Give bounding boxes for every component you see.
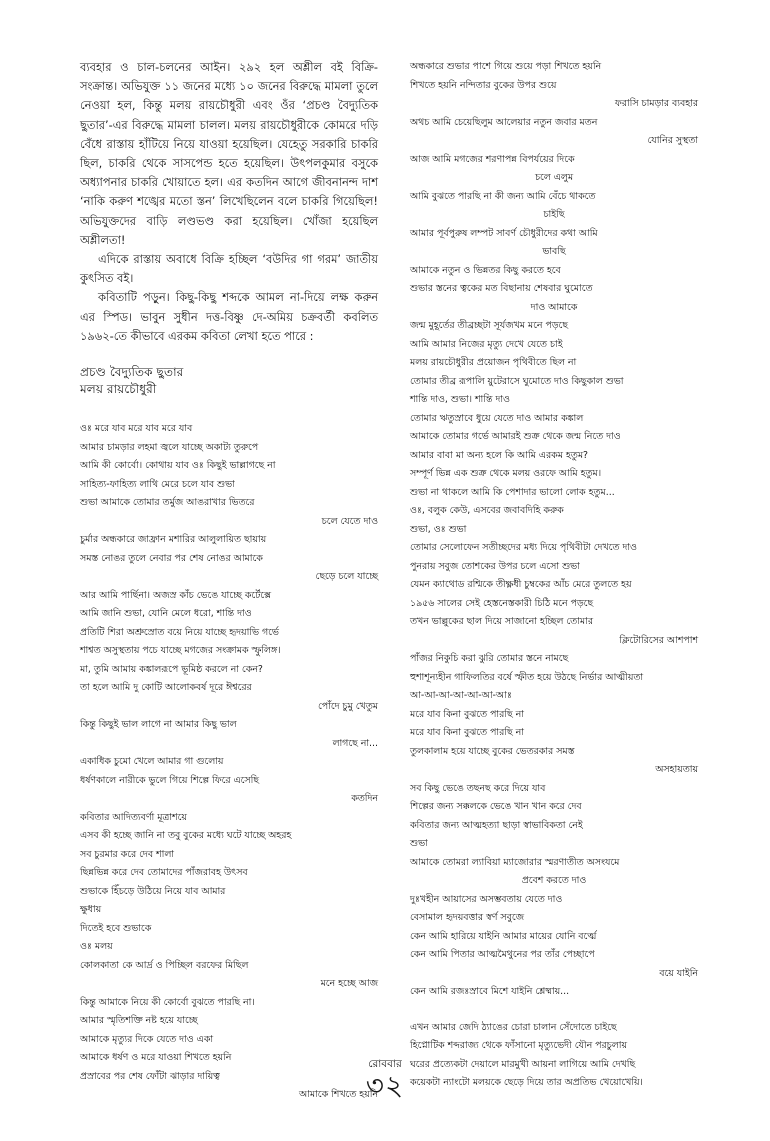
poem-line: দিতেই হবে শুভাকে <box>80 922 152 934</box>
poem-line: চুর্মার অন্ধকারে জাফ্রান মশারির আলুলায়িত ছায়ায় <box>80 534 267 546</box>
poem-line: তোমার সেলোফেন সতীচ্ছদের মধ্য দিয়ে পৃথিবীটা দেখতে দাও <box>410 542 637 553</box>
magazine-name: রোববার <box>368 1058 402 1070</box>
poem-line: তখন ভাল্লুকের ছাল দিয়ে সাজানো হচ্ছিল তোমার <box>410 616 594 627</box>
poem-line: চলে যেতে দাও <box>321 515 378 527</box>
page-footer <box>0 1057 770 1101</box>
poem-line: কেন আমি হারিয়ে যাইনি আমার মায়ের যোনি বর্ত্মে <box>410 930 597 942</box>
poem-line: পাঁজর নিকুচি করা ঝুরি তোমার স্তনে নামছে <box>410 653 569 664</box>
poem-line: এখন আমার জেদি ঠ্যাঙের চোরা চালান সেঁদোতে চাইছে <box>410 1021 617 1033</box>
poem-line: পুনরায় সবুজ তোশকের উপর চলে এসো শুভা <box>410 560 580 572</box>
poem-line: অথচ আমি চেয়েছিলুম আলেয়ার নতুন জবার মতন <box>410 116 598 128</box>
poem-line: তা হলে আমি দু কোটি আলোকবর্ষ দূরে ঈশ্বরের <box>80 682 252 694</box>
poem-line: ক্ষুধায় <box>80 904 102 916</box>
poem-line: আমাকে মৃত্যুর দিকে যেতে দাও একা <box>80 1033 214 1045</box>
poem-line: দুঃখহীন আয়াসের অসম্ভবতায় যেতে দাও <box>410 893 563 905</box>
poem-line: এসব কী হচ্ছে জানি না তবু বুকের মধ্যে ঘটে যাচ্ছে অহরহ <box>80 830 292 842</box>
poem-line: সাহিত্য-ফাহিত্য লাথি মেরে চলে যাব শুভা <box>80 478 235 490</box>
poem-line: কেন আমি রজঃস্রাবে মিশে যাইনি শ্লেষ্মায়... <box>410 986 570 997</box>
poem-line: চাইছি <box>543 209 565 220</box>
poem-line: কবিতার জন্য আত্মহত্যা ছাড়া স্বাভাবিকতা নেই <box>410 819 583 831</box>
poem-line: শাশ্বত অসুস্থতায় পচে যাচ্ছে মগজের সংক্রামক স্ফুলিঙ্গ। <box>80 645 281 657</box>
poem-line: কোলকাতা কে আর্দ্র ও পিচ্ছিল বরফের মিছিল <box>80 959 249 971</box>
poem-line: শুভা না থাকলে আমি কি পেশাদার ভালো লোক হতুম... <box>410 486 615 498</box>
poem-line: প্রবেশ করতে দাও <box>521 875 587 886</box>
poem-line: দাও আমাকে <box>530 301 578 313</box>
poem-line: প্রস্রাবের পর শেষ ফোঁটা ঝাড়ার দায়িত্ব <box>80 1070 220 1082</box>
poem-line: আর আমি পার্ছিনা। অজস্র কাঁচ ভেঙে যাচ্ছে কর্টেক্সে <box>80 589 271 601</box>
poem-line: আমাকে শিখতে হয়নি <box>298 1089 378 1101</box>
poem-line: আমাকে তোমার গর্ভে আমারই শুক্র থেকে জন্ম নিতে দাও <box>410 431 621 442</box>
poem-line: শুভা <box>410 838 428 849</box>
poem-title: প্রচণ্ড বৈদ্যুতিক ছুতার <box>80 365 184 380</box>
poem-line: শুভা আমাকে তোমার তর্মুজ আঙরাখার ভিতরে <box>80 497 255 509</box>
poem-line: আমাকে তোমরা ল্যাবিয়া ম্যাজোরার স্মরণাতীত অসংযমে <box>410 856 620 868</box>
poem-line: আমাকে নতুন ও ভিন্নতর কিছু করতে হবে <box>410 264 561 276</box>
poem-line: শান্তি দাও, শুভা। শান্তি দাও <box>410 394 510 405</box>
poem-line: শুভা, ওঃ শুভা <box>410 523 467 535</box>
poem-line: সব কিছু ভেঙে তছনছ করে দিয়ে যাব <box>410 782 546 794</box>
essay-paragraph: এদিকে রাস্তায় অবাধে বিক্রি হচ্ছিল ‘বউদির গা গরম’ জাতীয় কুৎসিত বই। <box>80 252 378 286</box>
poem-line: লাগছে না... <box>332 737 378 749</box>
poem-line: হুশাশূন্যহীন গাফিলতির বর্ষে স্ফীত হয়ে উঠছে নির্ভার আত্মীয়তা <box>410 671 644 683</box>
poem-line: চলে এলুম <box>534 172 574 183</box>
poem-line: আমি জানি শুভা, যোনি মেলে ধরো, শান্তি দাও <box>80 608 252 620</box>
essay-paragraph: ব্যবহার ও চাল-চলনের আইন। ২৯২ হল অশ্লীল বই বিক্রি- সংক্রান্ত। অভিযুক্ত ১১ জনের মধ্যে ১০ জনের বিরুদ্ধে মামলা তুলে নেওয়া হল, কিন্তু মলয় রায়চৌধুরী এবং ওঁর ‘প্রচণ্ড বৈদ্যুতিক ছুতার’-এর বিরুদ্ধে মামলা চালল। মলয় রায়চৌধুরীকে কোমরে দড়ি বেঁধে রাস্তায় হাঁটিয়ে নিয়ে যাওয়া হয়েছিল। যেহেতু সরকারি চাকরি ছিল, চাকরি থেকে সাসপেন্ড হতে হয়েছিল। উৎপলকুমার বসুকে অধ্যাপনার চাকরি খোয়াতে হল। এর কতদিন আগে জীবনানন্দ দাশ ‘নাকি করুণ শঙ্খের মতো স্তন’ লিখেছিলেন বলে চাকরি গিয়েছিল! অভিযুক্তদের বাড়ি লণ্ডভণ্ড করা হয়েছিল। খোঁজা হয়েছিল অশ্লীলতা! <box>80 60 378 247</box>
poem-line: পোঁদে চুমু খেতুম <box>317 700 378 712</box>
poem-line: ১৯৫৬ সালের সেই হেস্তনেস্তকারী চিঠি মনে পড়ছে <box>410 597 594 609</box>
poem-line: আমার বাবা মা অন্য হলে কি আমি এরকম হতুম? <box>410 449 589 461</box>
essay-paragraph: কবিতাটি পড়ুন। কিছু-কিছু শব্দকে আমল না-দিয়ে লক্ষ করুন এর স্পিড। ভাবুন সুধীন দত্ত-বিষ্ণু দে-অমিয় চক্রবর্তী কবলিত ১৯৬২-তে কীভাবে এরকম কবিতা লেখা হতে পারে : <box>80 290 378 343</box>
poem-line: ওঃ, বলুক কেউ, এসবের জবাবদিহি করুক <box>410 505 564 516</box>
poem-line: আমি আমার নিজের মৃত্যু দেখে যেতে চাই <box>410 338 563 350</box>
poem-line: কবিতার আদিত্যবর্ণা মূত্রাশয়ে <box>80 811 187 823</box>
poem-line: আমার চামড়ার লহমা জ্বলে যাচ্ছে অকাট্য তুরুপে <box>80 441 259 453</box>
poem-line: আমাকে ধর্ষণ ও মরে যাওয়া শিখতে হয়নি <box>80 1052 232 1064</box>
poem-line: শুভাকে হিঁচড়ে উঠিয়ে নিয়ে যাব আমার <box>80 885 226 897</box>
poem-line: কেন আমি পিতার আত্মমৈথুনের পর তাঁর পেচ্ছাপে <box>410 949 595 960</box>
poem-line: ক্লিটোরিসের আশপাশ <box>619 634 698 646</box>
poem-line: ওঃ মরে যাব মরে যাব মরে যাব <box>80 423 193 435</box>
poem-line: প্রতিটি শিরা অশ্রুস্রোত বয়ে নিয়ে যাচ্ছে হৃদয়াভি গর্ভে <box>80 626 279 638</box>
poem-line: আ-আ-আ-আ-আ-আ-আঃ <box>410 690 512 701</box>
poem-left-part <box>80 420 378 1105</box>
poem-line: আমি বুঝতে পারছি না কী জন্য আমি বেঁচে থাকতে <box>410 190 596 202</box>
poem-line: ভাবছি <box>542 246 566 257</box>
poem-line: তোমার তীব্র রূপালি য়ুটেরাসে ঘুমোতে দাও কিছুকাল শুভা <box>410 375 624 387</box>
poem-line: ধর্ষণকালে নারীকে ভুলে গিয়ে শিল্পে ফিরে এসেছি <box>80 774 259 786</box>
poem-line: শিল্পের জন্য সক্কলকে ভেঙে খান খান করে দেব <box>410 801 582 812</box>
poem-line: তুলকালাম হয়ে যাচ্ছে বুকের ভেতরকার সমস্ত <box>410 745 575 757</box>
poem-line: একাধিক চুমো খেলে আমার গা গুলোয় <box>80 756 224 768</box>
poem-line: ওঃ মলয় <box>80 941 113 953</box>
right-column <box>410 58 698 1093</box>
poem-line: বয়ে যাইনি <box>659 967 698 979</box>
poem-line: আজ আমি মগজের শরণাপন্ন বিপর্যয়ের দিকে <box>410 153 575 165</box>
poem-line: তোমার ঋতুস্রাবে ধুয়ে যেতে দাও আমার কঙ্কাল <box>410 412 584 424</box>
poem-line: শিখতে হয়নি নন্দিতার বুকের উপর শুয়ে <box>410 79 557 91</box>
poem-line: কিন্তু কিছুই ভাল লাগে না আমার কিছু ভাল <box>80 719 237 731</box>
poem-line: মা, তুমি আমায় কঙ্কালরূপে ভূমিষ্ঠ করলে না কেন? <box>80 663 263 675</box>
poem-line: মনে হচ্ছে আজ <box>320 978 378 990</box>
poem-author: মলয় রায়চৌধুরী <box>80 382 157 397</box>
poem-line: অসহায়তায় <box>655 764 698 775</box>
poem-line: সম্পূর্ণ ভিন্ন এক শুক্র থেকে মলয় ওরফে আমি হতুম। <box>410 468 602 479</box>
poem-line: যোনির সুস্থতা <box>647 135 698 146</box>
page-number: ৩২ <box>365 1069 405 1102</box>
poem-line: ছেড়ে চলে যাচ্ছে <box>315 571 378 583</box>
left-column <box>80 58 378 1105</box>
poem-line: শুভার স্তনের ত্বকের মত বিছানায় শেষবার ঘুমোতে <box>410 283 593 294</box>
poem-line: ঘরের প্রত্যেকটা দেয়ালে মারমুখী আয়না লাগিয়ে আমি দেখছি <box>410 1058 636 1070</box>
poem-line: আমার স্মৃতিশক্তি নষ্ট হয়ে যাচ্ছে <box>80 1015 198 1027</box>
poem-line: কয়েকটা ন্যাংটো মলয়কে ছেড়ে দিয়ে তার অপ্রতিভ খেয়োখেয়ি। <box>410 1077 643 1088</box>
poem-line: মরে যাব কিনা বুঝতে পারছি না <box>410 708 524 720</box>
poem-line: অন্ধকারে শুভার পাশে গিয়ে শুয়ে পড়া শিখতে হয়নি <box>410 61 602 72</box>
poem-line: আমার পূর্বপুরুষ লম্পট সাবর্ণ চৌধুরীদের কথা আমি <box>410 227 598 239</box>
poem-line: কিন্তু আমাকে নিয়ে কী কোর্বো বুঝতে পারছি না। <box>80 996 255 1008</box>
essay-text <box>80 58 378 346</box>
poem-line: ছিন্নভিন্ন করে দেব তোমাদের পাঁজরাবহ উৎসব <box>80 867 248 879</box>
poem-line: মলয় রায়চৌধুরীর প্রয়োজন পৃথিবীতে ছিল না <box>410 357 577 368</box>
poem-line: সব চুরমার করে দেব শালা <box>80 848 175 860</box>
poem-line: মরে যাব কিনা বুঝতে পারছি না <box>410 727 524 738</box>
poem-right-part <box>410 58 698 1093</box>
poem-heading <box>80 364 378 398</box>
poem-line: সমস্ত নোঙর তুলে নেবার পর শেষ নোঙর আমাকে <box>80 552 263 564</box>
poem-line: ফরাসি চামড়ার ব্যবহার <box>614 98 698 109</box>
poem-line: যেমন ক্যাথোড রশ্মিকে তীক্ষ্ণধী চুম্বকের আঁচ মেরে তুলতে হয় <box>410 579 632 590</box>
poem-line: আমি কী কোর্বো। কোথায় যাব ওঃ কিছুই ভাল্লাগছে না <box>80 460 276 472</box>
poem-line: বেসামাল হৃদয়বত্তার স্বর্ণ সবুজে <box>410 912 524 923</box>
poem-line: হিপ্নোটিক শব্দরাজ্য থেকে ফাঁসানো মৃত্যুভেদী যৌন পরচুলায় <box>410 1040 627 1051</box>
poem-line: জন্ম মুহূর্তের তীব্রচ্ছটা সূর্যজখম মনে পড়ছে <box>410 320 568 331</box>
poem-line: কতদিন <box>351 793 378 805</box>
